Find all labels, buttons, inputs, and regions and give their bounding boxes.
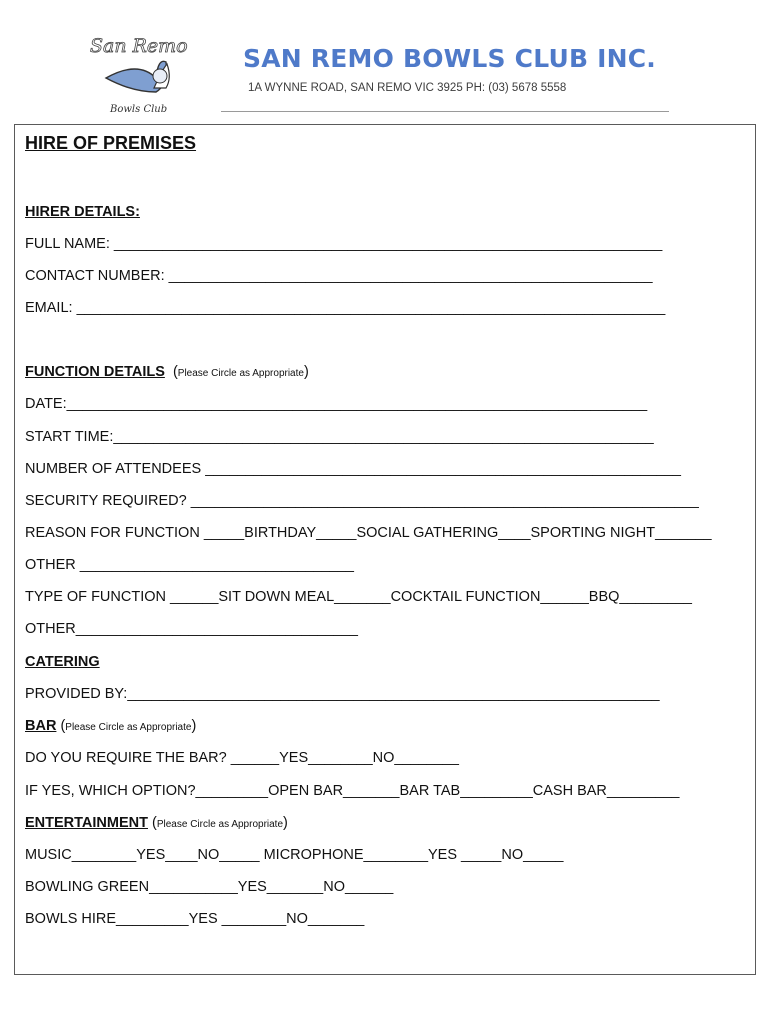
header-divider <box>221 111 669 112</box>
bar-note: Please Circle as Appropriate <box>65 722 192 733</box>
type-other-field[interactable]: OTHER___________________________________ <box>25 621 358 637</box>
hirer-details-heading: HIRER DETAILS: <box>25 204 140 220</box>
bowling-green-field[interactable]: BOWLING GREEN___________YES_______NO______ <box>25 879 394 895</box>
form-title: HIRE OF PREMISES <box>25 133 197 153</box>
bar-heading: BAR <box>25 718 57 734</box>
contact-number-field[interactable]: CONTACT NUMBER: ____________________________________________________________ <box>25 268 653 284</box>
logo-script-title: San Remo <box>90 35 188 57</box>
entertainment-heading: ENTERTAINMENT <box>25 815 148 831</box>
club-logo <box>88 30 193 118</box>
security-field[interactable]: SECURITY REQUIRED? _______________________________________________________________ <box>25 493 699 509</box>
email-field[interactable]: EMAIL: _________________________________________________________________________ <box>25 300 666 316</box>
bar-option-field[interactable]: IF YES, WHICH OPTION?_________OPEN BAR_______BAR TAB_________CASH BAR_________ <box>25 783 680 799</box>
provided-by-field[interactable]: PROVIDED BY:__________________________________________________________________ <box>25 686 660 702</box>
full-name-field[interactable]: FULL NAME: ____________________________________________________________________ <box>25 236 663 252</box>
club-address: 1A WYNNE ROAD, SAN REMO VIC 3925 PH: (03) 5678 5558 <box>248 82 567 94</box>
start-time-field[interactable]: START TIME:___________________________________________________________________ <box>25 429 654 445</box>
catering-heading: CATERING <box>25 654 100 670</box>
function-details-heading: FUNCTION DETAILS <box>25 364 165 380</box>
bar-require-field[interactable]: DO YOU REQUIRE THE BAR? ______YES________NO________ <box>25 750 459 766</box>
entertainment-heading-row: ENTERTAINMENT (Please Circle as Appropriate) <box>25 815 288 831</box>
club-name: SAN REMO BOWLS CLUB INC. <box>243 44 656 73</box>
reason-other-field[interactable]: OTHER __________________________________ <box>25 557 354 573</box>
logo-bowl <box>153 69 167 83</box>
music-field[interactable]: MUSIC________YES____NO_____ MICROPHONE________YES _____NO_____ <box>25 847 564 863</box>
entertainment-note: Please Circle as Appropriate <box>156 819 284 830</box>
attendees-field[interactable]: NUMBER OF ATTENDEES ___________________________________________________________ <box>25 461 681 477</box>
bar-heading-row: BAR (Please Circle as Appropriate) <box>25 718 197 734</box>
function-type-field[interactable]: TYPE OF FUNCTION ______SIT DOWN MEAL_______COCKTAIL FUNCTION______BBQ_________ <box>25 589 692 605</box>
logo-script-subtitle: Bowls Club <box>110 104 168 115</box>
bowls-hire-field[interactable]: BOWLS HIRE_________YES ________NO_______ <box>25 911 365 927</box>
date-field[interactable]: DATE:________________________________________________________________________ <box>25 396 648 412</box>
reason-field[interactable]: REASON FOR FUNCTION _____BIRTHDAY_____SOCIAL GATHERING____SPORTING NIGHT_______ <box>25 525 712 541</box>
function-details-note: Please Circle as Appropriate <box>177 368 304 379</box>
function-details-heading-row: FUNCTION DETAILS (Please Circle as Appropriate) <box>25 364 309 380</box>
